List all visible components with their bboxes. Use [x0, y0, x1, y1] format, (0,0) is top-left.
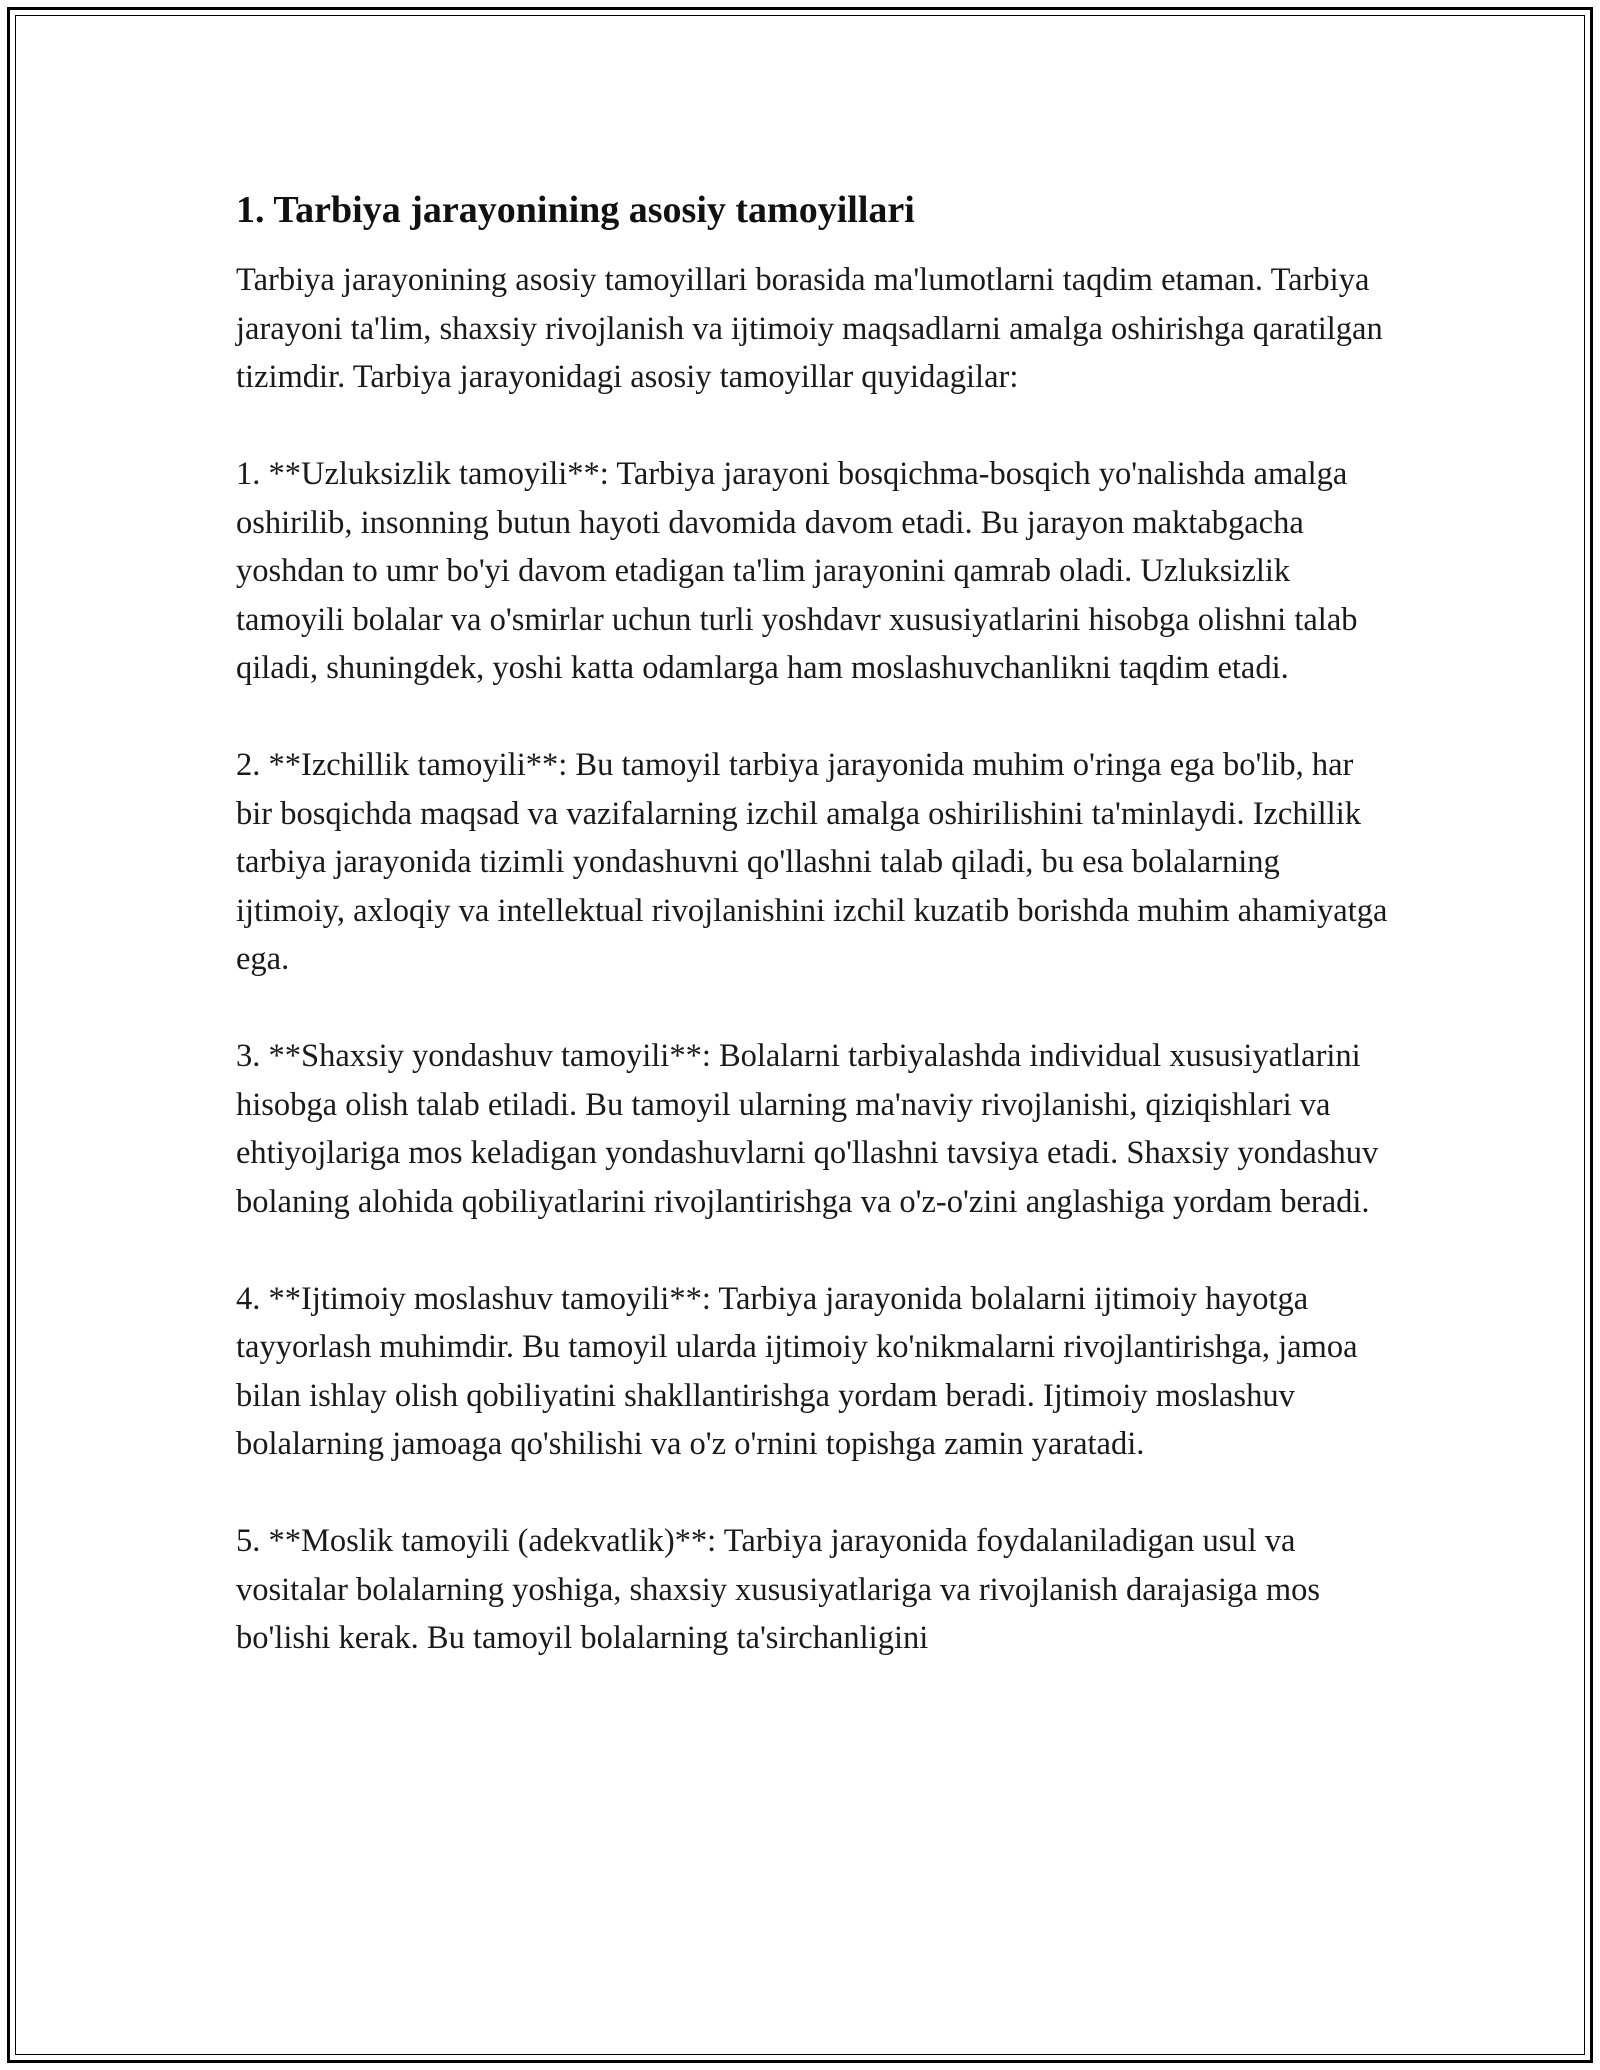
- document-body: [236, 186, 1396, 1663]
- section-heading: 1. Tarbiya jarayonining asosiy tamoyillari: [236, 189, 915, 231]
- paragraph-uzluksizlik: 1. **Uzluksizlik tamoyili**: Tarbiya jarayoni bosqichma-bosqich yo'nalishda amalga oshirilib, insonning butun hayoti davomida davom etadi. Bu jarayon maktabgacha yoshdan to umr bo'yi davom etadigan ta'lim jarayonini qamrab oladi. Uzluksizlik tamoyili bolalar va o'smirlar uchun turli yoshdavr xususiyatlarini hisobga olishni talab qiladi, shuningdek, yoshi katta odamlarga ham moslashuvchanlikni taqdim etadi.: [236, 456, 1358, 686]
- intro-paragraph: Tarbiya jarayonining asosiy tamoyillari borasida ma'lumotlarni taqdim etaman. Tarbiya jarayoni ta'lim, shaxsiy rivojlanish va ijtimoiy maqsadlarni amalga oshirishga qaratilgan tizimdir. Tarbiya jarayonidagi asosiy tamoyillar quyidagilar:: [236, 262, 1383, 395]
- paragraph-moslik: 5. **Moslik tamoyili (adekvatlik)**: Tarbiya jarayonida foydalaniladigan usul va vositalar bolalarning yoshiga, shaxsiy xususiyatlariga va rivojlanish darajasiga mos bo'lishi kerak. Bu tamoyil bolalarning ta'sirchanligini: [236, 1523, 1321, 1656]
- paragraph-izchillik: 2. **Izchillik tamoyili**: Bu tamoyil tarbiya jarayonida muhim o'ringa ega bo'lib, har bir bosqichda maqsad va vazifalarning izchil amalga oshirilishini ta'minlaydi. Izchillik tarbiya jarayonida tizimli yondashuvni qo'llashni talab qiladi, bu esa bolalarning ijtimoiy, axloqiy va intellektual rivojlanishini izchil kuzatib borishda muhim ahamiyatga ega.: [236, 747, 1388, 977]
- paragraph-ijtimoiy-moslashuv: 4. **Ijtimoiy moslashuv tamoyili**: Tarbiya jarayonida bolalarni ijtimoiy hayotga tayyorlash muhimdir. Bu tamoyil ularda ijtimoiy ko'nikmalarni rivojlantirishga, jamoa bilan ishlay olish qobiliyatini shakllantirishga yordam beradi. Ijtimoiy moslashuv bolalarning jamoaga qo'shilishi va o'z o'rnini topishga zamin yaratadi.: [236, 1280, 1358, 1462]
- paragraph-shaxsiy-yondashuv: 3. **Shaxsiy yondashuv tamoyili**: Bolalarni tarbiyalashda individual xususiyatlarini hisobga olish talab etiladi. Bu tamoyil ularning ma'naviy rivojlanishi, qiziqishlari va ehtiyojlariga mos keladigan yondashuvlarni qo'llashni tavsiya etadi. Shaxsiy yondashuv bolaning alohida qobiliyatlarini rivojlantirishga va o'z-o'zini anglashiga yordam beradi.: [236, 1038, 1379, 1220]
